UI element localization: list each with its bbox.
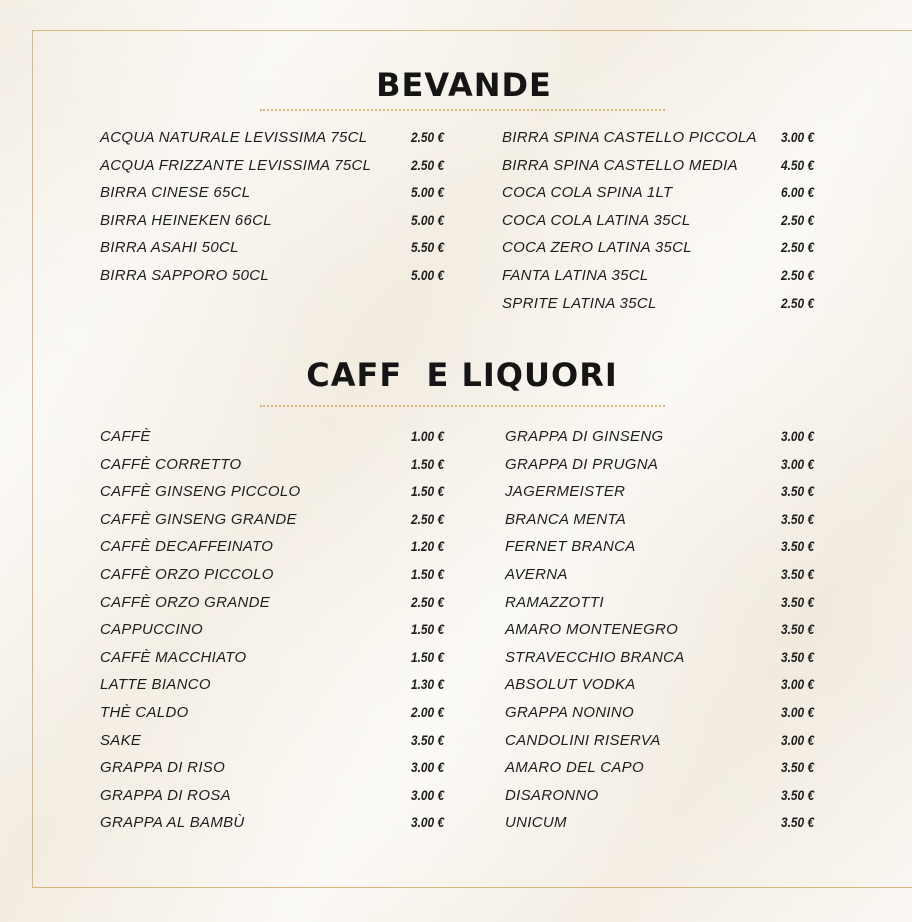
menu-item [100, 616, 460, 644]
menu-item [505, 699, 835, 727]
menu-item-price: 3.50 € [781, 538, 815, 555]
menu-item-name: ACQUA FRIZZANTE LEVISSIMA 75CL [100, 156, 372, 174]
menu-item-price: 1.20 € [411, 538, 445, 555]
section-title-caffe-liquori: CAFF E LIQUORI [306, 356, 618, 394]
menu-item-price: 2.50 € [781, 294, 815, 311]
bevande-left-column [100, 124, 460, 290]
menu-item-name: COCA ZERO LATINA 35CL [502, 239, 692, 257]
menu-item-name: CAFFÈ CORRETTO [100, 455, 242, 473]
menu-item-price: 5.00 € [411, 211, 445, 228]
menu-item [502, 124, 832, 152]
menu-item [505, 506, 835, 534]
menu-item-name: ACQUA NATURALE LEVISSIMA 75CL [100, 129, 368, 146]
menu-item-price: 2.50 € [781, 239, 815, 256]
menu-item-name: CAFFÈ MACCHIATO [100, 648, 247, 666]
menu-item [505, 589, 835, 617]
menu-item-name: AVERNA [505, 565, 568, 583]
menu-item-price: 2.50 € [781, 211, 815, 228]
menu-item [505, 533, 835, 561]
menu-item-price: 3.50 € [781, 786, 815, 803]
menu-item-price: 3.00 € [781, 428, 815, 444]
menu-item-price: 3.50 € [781, 483, 815, 500]
menu-item-price: 2.50 € [411, 593, 445, 610]
menu-item-name: BIRRA CINESE 65CL [100, 184, 251, 202]
menu-item [100, 506, 460, 534]
menu-item [505, 561, 835, 589]
menu-item-name: RAMAZZOTTI [505, 593, 604, 611]
menu-item-name: STRAVECCHIO BRANCA [505, 648, 685, 666]
menu-item [100, 782, 460, 810]
menu-item-price: 5.50 € [411, 239, 445, 256]
caffe-left-column [100, 423, 460, 837]
menu-item-price: 3.50 € [781, 510, 815, 527]
menu-item-price: 3.00 € [411, 759, 445, 776]
menu-item-price: 3.00 € [781, 129, 815, 145]
menu-item-name: JAGERMEISTER [505, 483, 626, 501]
menu-item-name: CAFFÈ DECAFFEINATO [100, 538, 274, 556]
menu-item [505, 451, 835, 479]
menu-item [100, 533, 460, 561]
menu-item-name: FERNET BRANCA [505, 538, 636, 556]
menu-item [100, 207, 460, 235]
menu-item [505, 644, 835, 672]
menu-item-price: 2.50 € [411, 129, 445, 145]
menu-item-name: GRAPPA DI PRUGNA [505, 455, 659, 473]
menu-item-price: 4.50 € [781, 156, 815, 173]
menu-item-name: GRAPPA DI ROSA [100, 786, 231, 804]
menu-item [505, 754, 835, 782]
menu-item [502, 152, 832, 180]
menu-item [502, 234, 832, 262]
menu-item-name: SPRITE LATINA 35CL [502, 294, 657, 312]
menu-item-name: GRAPPA DI GINSENG [505, 428, 664, 445]
dotted-divider [260, 109, 665, 111]
menu-item [502, 290, 832, 318]
menu-item-name: BIRRA SPINA CASTELLO PICCOLA [502, 129, 757, 146]
caffe-right-column [505, 423, 835, 837]
menu-item-price: 3.00 € [781, 731, 815, 748]
menu-item-name: CAFFÈ ORZO GRANDE [100, 593, 271, 611]
menu-item [505, 616, 835, 644]
menu-item [502, 207, 832, 235]
menu-item-price: 3.50 € [781, 593, 815, 610]
section-title-bevande: BEVANDE [376, 66, 552, 104]
menu-item-price: 3.00 € [781, 703, 815, 720]
menu-item-price: 1.50 € [411, 648, 445, 665]
menu-item-price: 3.50 € [781, 621, 815, 638]
menu-item [100, 262, 460, 290]
menu-item [100, 152, 460, 180]
menu-item-price: 3.50 € [781, 814, 815, 831]
menu-item-name: GRAPPA AL BAMBÙ [100, 814, 245, 832]
menu-item-name: COCA COLA LATINA 35CL [502, 211, 691, 229]
menu-item-price: 2.50 € [411, 510, 445, 527]
menu-item-name: CAFFÈ GINSENG GRANDE [100, 510, 297, 528]
menu-item [100, 179, 460, 207]
menu-item-price: 1.50 € [411, 483, 445, 500]
menu-item-price: 3.50 € [781, 759, 815, 776]
menu-item [100, 727, 460, 755]
menu-item-price: 3.50 € [781, 648, 815, 665]
menu-item-name: AMARO MONTENEGRO [505, 621, 679, 639]
menu-item-price: 2.50 € [781, 266, 815, 283]
menu-item-price: 2.50 € [411, 156, 445, 173]
menu-item-price: 2.00 € [411, 703, 445, 720]
menu-item-name: BRANCA MENTA [505, 510, 627, 528]
menu-item [100, 809, 460, 837]
menu-item-name: AMARO DEL CAPO [505, 759, 644, 777]
menu-item [100, 589, 460, 617]
menu-item [505, 782, 835, 810]
menu-item-name: CAFFÈ [100, 428, 151, 445]
menu-item-name: CANDOLINI RISERVA [505, 731, 661, 749]
menu-item-price: 5.00 € [411, 266, 445, 283]
menu-item [100, 423, 460, 451]
menu-item [502, 179, 832, 207]
menu-item-price: 3.50 € [411, 731, 445, 748]
menu-item-name: CAPPUCCINO [100, 621, 204, 639]
menu-item-name: SAKE [100, 731, 142, 749]
menu-item-name: UNICUM [505, 814, 567, 832]
menu-item [502, 262, 832, 290]
menu-item [100, 234, 460, 262]
menu-item-price: 6.00 € [781, 184, 815, 201]
menu-item [505, 809, 835, 837]
menu-item-name: CAFFÈ GINSENG PICCOLO [100, 483, 301, 501]
menu-item-name: THÈ CALDO [100, 703, 189, 721]
menu-item-name: BIRRA HEINEKEN 66CL [100, 211, 272, 229]
menu-item-name: COCA COLA SPINA 1LT [502, 184, 673, 202]
menu-item-price: 1.50 € [411, 565, 445, 582]
menu-item-price: 1.00 € [411, 428, 445, 444]
menu-item-price: 1.50 € [411, 455, 445, 472]
menu-item-name: BIRRA ASAHI 50CL [100, 239, 239, 257]
menu-item [100, 671, 460, 699]
menu-item [100, 644, 460, 672]
menu-item-price: 1.30 € [411, 676, 445, 693]
menu-item-name: GRAPPA DI RISO [100, 759, 226, 777]
menu-item-price: 3.00 € [781, 676, 815, 693]
menu-item [100, 561, 460, 589]
menu-item-price: 3.00 € [411, 814, 445, 831]
menu-item-name: CAFFÈ ORZO PICCOLO [100, 565, 274, 583]
menu-item-name: DISARONNO [505, 786, 599, 804]
menu-item [100, 124, 460, 152]
dotted-divider [260, 405, 665, 407]
bevande-right-column [502, 124, 832, 317]
menu-item-price: 1.50 € [411, 621, 445, 638]
menu-item-name: GRAPPA NONINO [505, 703, 634, 721]
menu-item-price: 5.00 € [411, 184, 445, 201]
menu-item [505, 478, 835, 506]
menu-item-name: BIRRA SAPPORO 50CL [100, 266, 270, 284]
menu-item-price: 3.00 € [411, 786, 445, 803]
menu-item-name: LATTE BIANCO [100, 676, 211, 694]
menu-item [100, 699, 460, 727]
menu-item [100, 478, 460, 506]
menu-item [505, 727, 835, 755]
menu-item-price: 3.00 € [781, 455, 815, 472]
menu-item-name: BIRRA SPINA CASTELLO MEDIA [502, 156, 738, 174]
menu-item [100, 754, 460, 782]
menu-item-name: FANTA LATINA 35CL [502, 266, 649, 284]
menu-item [505, 671, 835, 699]
menu-item-name: ABSOLUT VODKA [505, 676, 636, 694]
menu-item [505, 423, 835, 451]
menu-item [100, 451, 460, 479]
menu-item-price: 3.50 € [781, 565, 815, 582]
